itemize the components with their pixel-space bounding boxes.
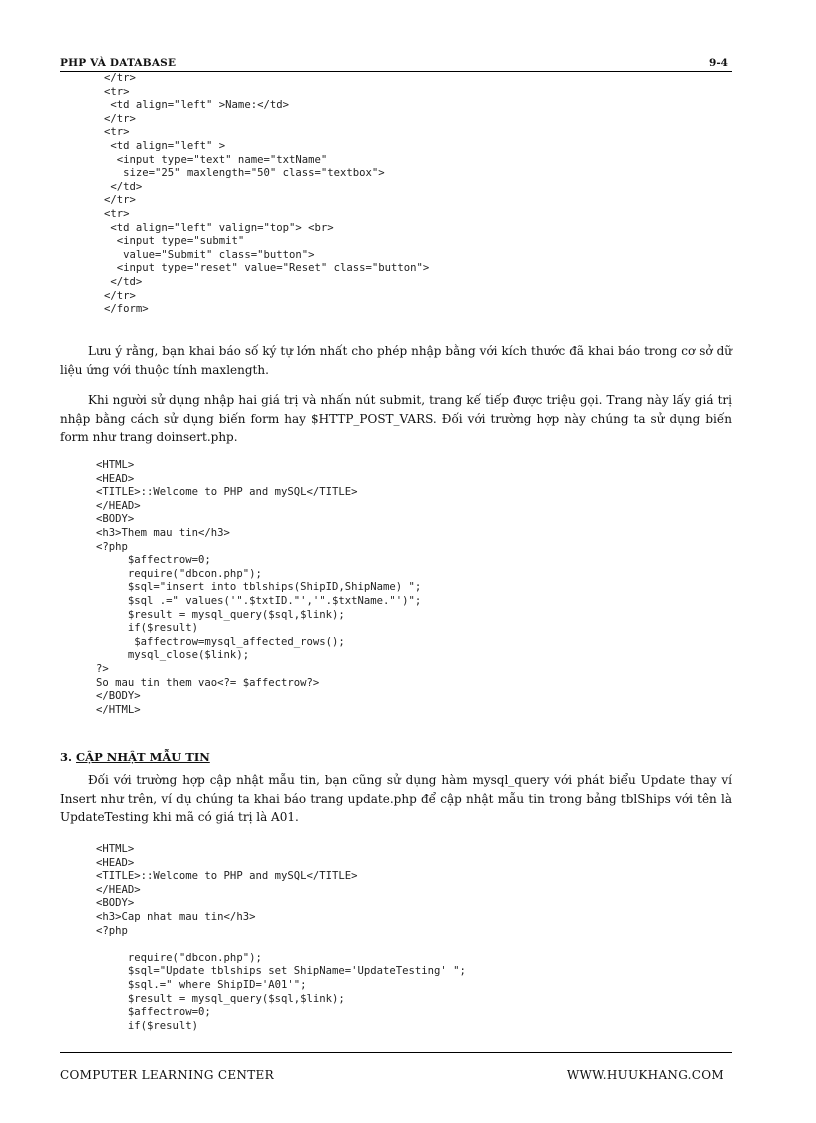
code-line: <TITLE>::Welcome to PHP and mySQL</TITLE> — [96, 870, 358, 883]
code-line: $sql="Update tblships set ShipName='UpdateTesting' "; — [96, 965, 466, 978]
code-line: <BODY> — [96, 897, 135, 910]
paragraph-update-note — [60, 771, 732, 827]
code-line: require("dbcon.php"); — [96, 951, 262, 964]
code-line: <input type="submit" — [104, 235, 245, 248]
code-line: </tr> — [104, 72, 136, 84]
code-line: </td> — [104, 180, 143, 193]
code-line: </HTML> — [96, 703, 141, 716]
section-heading — [60, 750, 210, 764]
page-number: 9-4 — [709, 57, 728, 69]
code-line: <tr> — [104, 207, 130, 220]
code-block-form — [104, 72, 429, 317]
paragraph-submit-note — [60, 391, 732, 447]
code-line: <?php — [96, 924, 128, 937]
footer-left-text: COMPUTER LEARNING CENTER — [60, 1068, 274, 1082]
code-line: $result = mysql_query($sql,$link); — [96, 992, 345, 1005]
code-line: <HEAD> — [96, 856, 135, 869]
code-line: <h3>Cap nhat mau tin</h3> — [96, 910, 256, 923]
section-title-text: CẬP NHẬT MẪU TIN — [76, 750, 210, 764]
code-line: $sql="insert into tblships(ShipID,ShipName) "; — [96, 581, 422, 594]
code-line: </tr> — [104, 112, 136, 125]
code-line: <HTML> — [96, 843, 135, 855]
code-line — [96, 938, 466, 952]
paragraph-update-text: Đối với trường hợp cập nhật mẫu tin, bạn cũng sử dụng hàm mysql_query với phát biểu Update thay ví Insert như trên, ví dụ chúng ta khai báo trang update.php để cập nhật mẫu tin trong bảng tblShips với tên là UpdateTesting khi mã có giá trị là A01. — [60, 773, 732, 824]
paragraph-submit-text: Khi người sử dụng nhập hai giá trị và nhấn nút submit, trang kế tiếp được triệu gọi. Trang này lấy giá trị nhập bằng cách sử dụng biến form hay $HTTP_POST_VARS. Đối với trường hợp này chúng ta sử dụng biến form như trang doinsert.php. — [60, 393, 732, 444]
code-line: $sql.=" where ShipID='A01'"; — [96, 978, 307, 991]
code-line: </form> — [104, 303, 149, 316]
code-line: </BODY> — [96, 690, 141, 703]
code-line: <tr> — [104, 126, 130, 139]
code-line: ?> — [96, 662, 109, 675]
code-line: $affectrow=0; — [96, 1006, 211, 1019]
code-line: $affectrow=0; — [96, 554, 211, 567]
header-title: PHP VÀ DATABASE — [60, 57, 177, 69]
code-line: $sql .=" values('".$txtID."','".$txtName."')"; — [96, 594, 422, 607]
code-line: <TITLE>::Welcome to PHP and mySQL</TITLE> — [96, 486, 358, 499]
section-number: 3. — [60, 750, 73, 764]
code-line: <tr> — [104, 85, 130, 98]
code-line: <input type="text" name="txtName" — [104, 153, 328, 166]
code-line: <HEAD> — [96, 472, 135, 485]
code-line: size="25" maxlength="50" class="textbox"> — [104, 167, 385, 180]
code-line: </td> — [104, 275, 143, 288]
code-line: <HTML> — [96, 459, 135, 471]
paragraph-maxlength-note — [60, 342, 732, 379]
code-line: <td align="left" >Name:</td> — [104, 99, 289, 112]
code-line: <td align="left" > — [104, 139, 226, 152]
code-line: </tr> — [104, 194, 136, 207]
code-block-update — [96, 843, 466, 1033]
code-line: value="Submit" class="button"> — [104, 248, 315, 261]
code-line: So mau tin them vao<?= $affectrow?> — [96, 676, 320, 689]
code-line: if($result) — [96, 1019, 199, 1032]
code-line: require("dbcon.php"); — [96, 567, 262, 580]
code-line: <BODY> — [96, 513, 135, 526]
code-line: </HEAD> — [96, 499, 141, 512]
footer-divider — [60, 1052, 732, 1053]
code-line: $affectrow=mysql_affected_rows(); — [96, 635, 345, 648]
page-header — [60, 57, 732, 72]
code-line: <td align="left" valign="top"> <br> — [104, 221, 334, 234]
code-line: <input type="reset" value="Reset" class="button"> — [104, 262, 430, 275]
code-line: mysql_close($link); — [96, 649, 250, 662]
code-line: </HEAD> — [96, 883, 141, 896]
footer-right-text: WWW.HUUKHANG.COM — [566, 1068, 724, 1082]
paragraph-maxlength-text: Lưu ý rằng, bạn khai báo số ký tự lớn nhất cho phép nhập bằng với kích thước đã khai báo trong cơ sở dữ liệu ứng với thuộc tính maxlength. — [60, 344, 732, 377]
code-line: </tr> — [104, 289, 136, 302]
code-line: <h3>Them mau tin</h3> — [96, 526, 230, 539]
code-line: $result = mysql_query($sql,$link); — [96, 608, 345, 621]
code-line: <?php — [96, 540, 128, 553]
code-block-doinsert — [96, 459, 421, 717]
code-line: if($result) — [96, 622, 199, 635]
